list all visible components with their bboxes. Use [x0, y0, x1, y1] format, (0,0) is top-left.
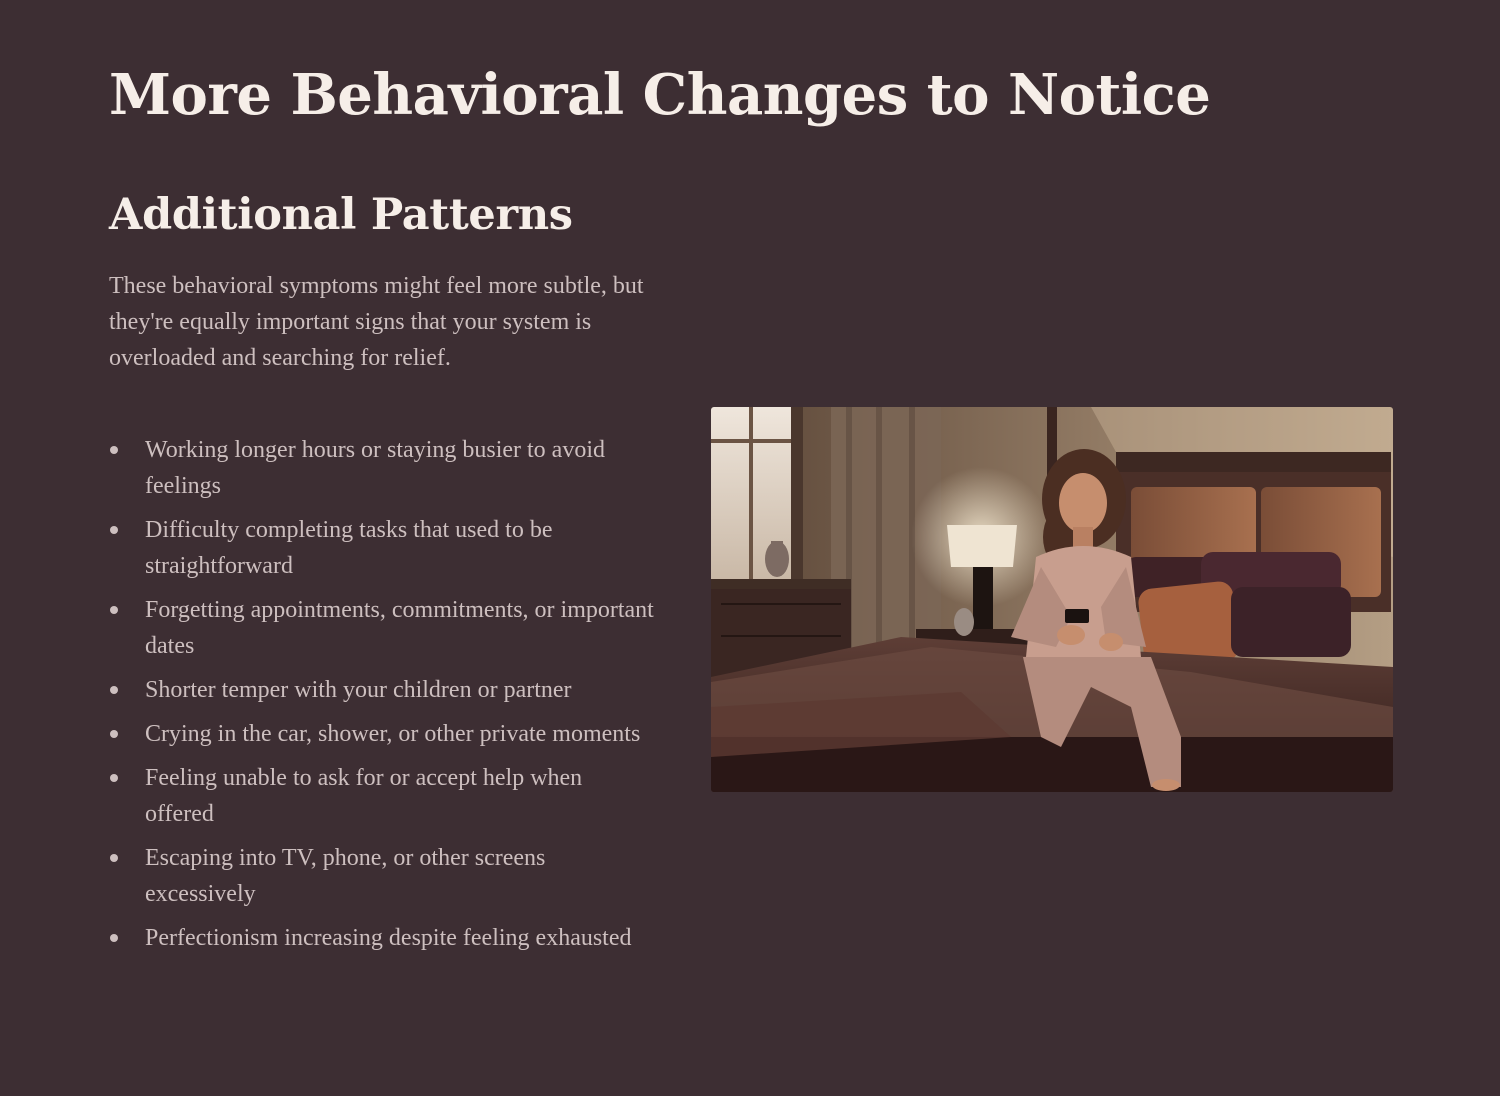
bullet-text: Perfectionism increasing despite feeling exhausted — [145, 925, 632, 951]
bullet-dot-icon — [110, 606, 118, 614]
intro-paragraph: These behavioral symptoms might feel more subtle, but they're equally important signs that your system is overloaded and searching for relief. — [109, 273, 644, 371]
bedroom-photo — [711, 407, 1393, 792]
bullet-item — [109, 672, 654, 708]
bullet-text: Escaping into TV, phone, or other screens excessively — [145, 845, 546, 907]
slide-title: More Behavioral Changes to Notice — [109, 62, 1211, 128]
bullet-text: Feeling unable to ask for or accept help when offered — [145, 765, 583, 827]
bullet-text: Difficulty completing tasks that used to be straightforward — [145, 517, 553, 579]
bullet-list — [109, 432, 654, 964]
bullet-dot-icon — [110, 526, 118, 534]
photo-illustration — [711, 407, 1393, 792]
bullet-item — [109, 840, 654, 912]
bullet-text: Shorter temper with your children or partner — [145, 677, 572, 703]
bullet-dot-icon — [110, 730, 118, 738]
bullet-item — [109, 716, 654, 752]
bullet-item — [109, 920, 654, 956]
bullet-text: Forgetting appointments, commitments, or important dates — [145, 597, 654, 659]
bullet-text: Working longer hours or staying busier to avoid feelings — [145, 437, 605, 499]
section-heading: Additional Patterns — [109, 190, 573, 240]
bullet-item — [109, 592, 654, 664]
bullet-item — [109, 432, 654, 504]
bullet-dot-icon — [110, 446, 118, 454]
bullet-dot-icon — [110, 686, 118, 694]
bullet-dot-icon — [110, 854, 118, 862]
bullet-item — [109, 512, 654, 584]
bullet-item — [109, 760, 654, 832]
bullet-dot-icon — [110, 934, 118, 942]
bullet-dot-icon — [110, 774, 118, 782]
bullet-text: Crying in the car, shower, or other private moments — [145, 721, 641, 747]
